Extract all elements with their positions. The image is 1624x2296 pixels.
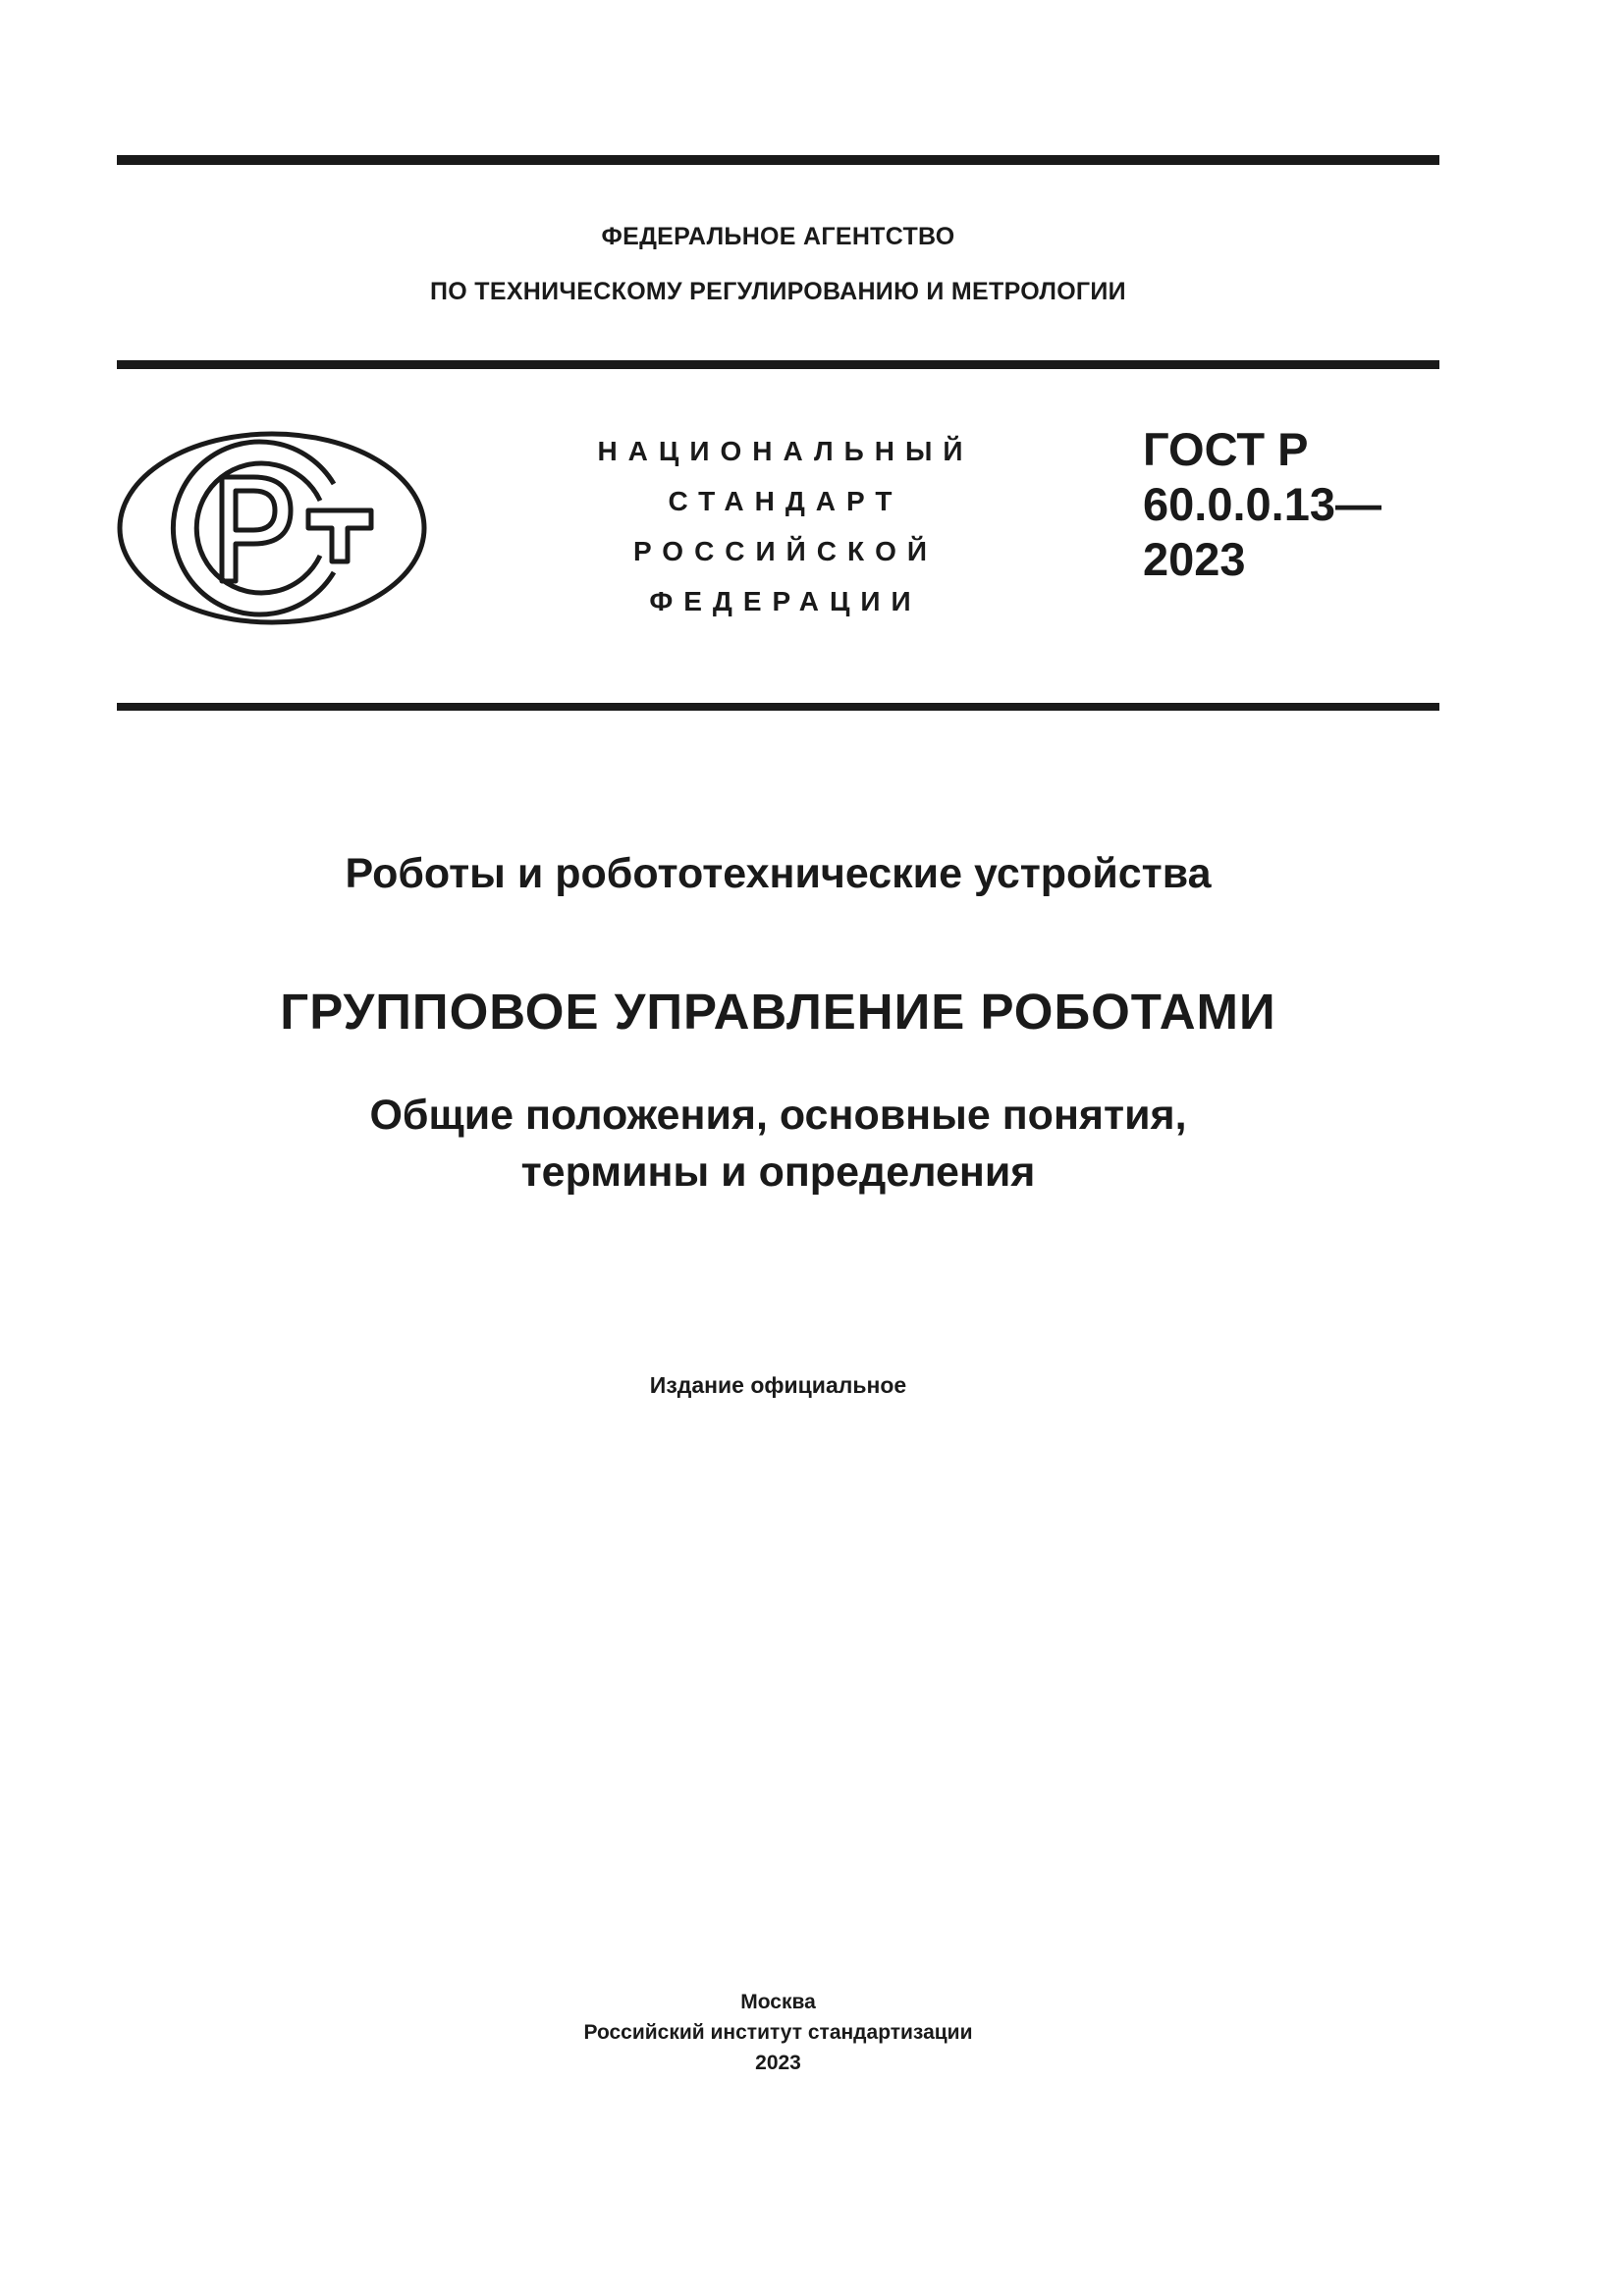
agency-name-line1: ФЕДЕРАЛЬНОЕ АГЕНТСТВО (601, 223, 955, 250)
standard-type-line2: СТАНДАРТ (668, 486, 903, 516)
standard-type-line4: ФЕДЕРАЦИИ (649, 586, 922, 616)
edition-label: Издание официальное (649, 1372, 907, 1398)
designation-line1: ГОСТ Р (1143, 423, 1309, 475)
standard-type (569, 426, 1001, 626)
designation-line3: 2023 (1143, 533, 1246, 585)
imprint-publisher: Российский институт стандартизации (583, 2021, 973, 2044)
imprint (117, 1987, 1439, 2078)
rst-mark-icon (116, 430, 428, 626)
standard-type-line3: РОССИЙСКОЙ (633, 536, 938, 566)
standard-designation (1143, 422, 1381, 587)
title-rule (117, 703, 1439, 711)
subtitle-line2: термины и определения (520, 1148, 1036, 1196)
header-rule (117, 360, 1439, 369)
imprint-year: 2023 (755, 2052, 801, 2074)
designation-line2: 60.0.0.13— (1143, 478, 1382, 530)
subtitle (117, 1087, 1439, 1201)
subtitle-line1: Общие положения, основные понятия, (369, 1092, 1187, 1139)
standard-type-line1: НАЦИОНАЛЬНЫЙ (597, 436, 974, 466)
imprint-city: Москва (740, 1991, 816, 2013)
top-rule (117, 155, 1439, 165)
agency-name-line2: ПО ТЕХНИЧЕСКОМУ РЕГУЛИРОВАНИЮ И МЕТРОЛОГИИ (430, 278, 1126, 305)
main-title: ГРУППОВОЕ УПРАВЛЕНИЕ РОБОТАМИ (280, 984, 1276, 1040)
series-title: Роботы и робототехнические устройства (345, 850, 1212, 897)
